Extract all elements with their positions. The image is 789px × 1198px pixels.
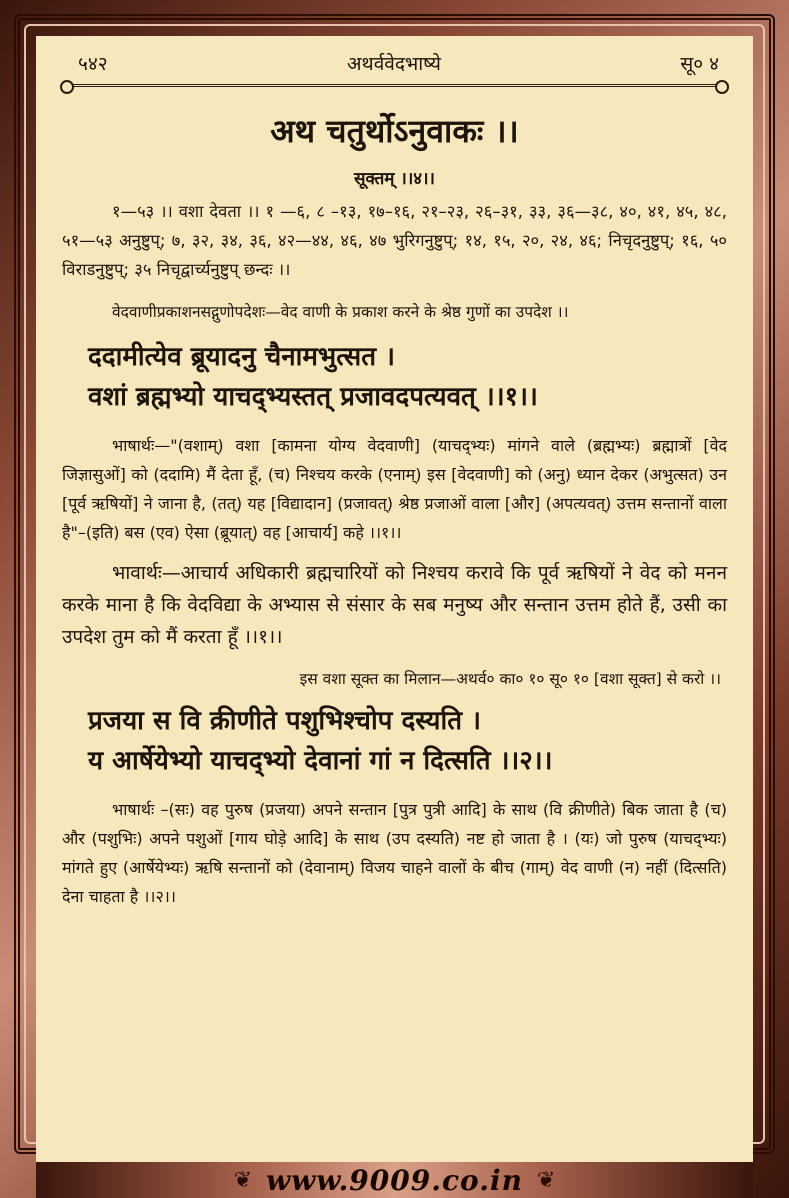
book-title: अथर्ववेदभाष्ये xyxy=(347,53,441,75)
bhashartha-1: भाषार्थः—"(वशाम्) वशा [कामना योग्य वेदवाणी] (याचद्भ्यः) मांगने वाले (ब्रह्मभ्यः) ब्रह्मात्रों [वेद जिज्ञासुओं] को (ददामि) मैं देता हूँ, (च) निश्चय करके (एनाम्) इस [वेदवाणी] को (अनु) ध्यान देकर (अभुत्सत) उन [पूर्व ऋषियों] ने जाना है, (तत्) यह [विद्यादान] (प्रजावत्) श्रेष्ठ प्रजाओं वाला [और] (अपत्यवत्) उत्तम सन्तानों वाला है"–(इति) बस (एव) ऐसा (ब्रूयात्) वह [आचार्य] कहे ।।१।। xyxy=(62,436,727,542)
page-header xyxy=(62,50,727,80)
scripture-page xyxy=(36,36,753,1162)
verse-1 xyxy=(62,337,727,417)
topic-line: वेदवाणीप्रकाशनसद्गुणोपदेशः—वेद वाणी के प्रकाश करने के श्रेष्ठ गुणों का उपदेश ।। xyxy=(112,303,569,321)
sukta-heading: सूक्तम् ।।४।। xyxy=(354,169,435,189)
header-ornamental-rule xyxy=(62,84,727,95)
website-url[interactable]: www.9009.co.in xyxy=(266,1163,523,1197)
verse-2-line-2: य आर्षेयेभ्यो याचद्भ्यो देवानां गां न दित्सति ।।२।। xyxy=(88,746,553,776)
left-swirl-icon: ❦ xyxy=(233,1167,253,1193)
verse-1-line-2: वशां ब्रह्मभ्यो याचद्भ्यस्तत् प्रजावदपत्यवत् ।।१।। xyxy=(88,382,538,412)
footer-band xyxy=(36,1162,753,1198)
verse-2 xyxy=(62,701,727,781)
comparison-note: इस वशा सूक्त का मिलान—अथर्व० का० १० सू० १० [वशा सूक्त] से करो ।। xyxy=(299,670,721,688)
verse-1-line-1: ददामीत्येव ब्रूयादनु चैनामभुत्सत । xyxy=(88,342,395,372)
right-swirl-icon: ❦ xyxy=(536,1167,556,1193)
metre-deity-note: १—५३ ।। वशा देवता ।। १ —६, ८ –१३, १७–१६, २१–२३, २६–३१, ३३, ३६—३८, ४०, ४१, ४५, ४८, ५१—५३ अनुष्टुप्; ७, ३२, ३४, ३६, ४२—४४, ४६, ४७ भुरिगनुष्टुप्; १४, १५, २०, २४, ४६; निचृदनुष्टुप्; १६, ५० विराडनुष्टुप्; ३५ निचृद्वार्च्यनुष्टुप् छन्दः ।। xyxy=(62,202,727,279)
bhavartha-1: भावार्थः—आचार्य अधिकारी ब्रह्मचारियों को निश्चय करावे कि पूर्व ऋषियों ने वेद को मनन करके माना है कि वेदविद्या के अभ्यास से संसार के सब मनुष्य और सन्तान उत्तम होते हैं, उसी का उपदेश तुम को मैं करता हूँ ।।१।। xyxy=(62,562,727,648)
verse-2-line-1: प्रजया स वि क्रीणीते पशुभिश्चोप दस्यति । xyxy=(88,706,481,736)
sukta-reference: सू० ४ xyxy=(680,53,719,75)
page-number: ५४२ xyxy=(78,53,108,75)
anuvaka-heading: अथ चतुर्थोऽनुवाकः ।। xyxy=(270,112,519,150)
bhashartha-2: भाषार्थः –(सः) वह पुरुष (प्रजया) अपने सन्तान [पुत्र पुत्री आदि] के साथ (वि क्रीणीते) बिक जाता है (च) और (पशुभिः) अपने पशुओं [गाय घोड़े आदि] के साथ (उप दस्यति) नष्ट हो जाता है । (यः) जो पुरुष (याचद्भ्यः) मांगते हुए (आर्षेयेभ्यः) ऋषि सन्तानों को (देवानाम्) विजय चाहने वालों के बीच (गाम्) वेद वाणी (न) नहीं (दित्सति) देना चाहता है ।।२।। xyxy=(62,800,727,906)
